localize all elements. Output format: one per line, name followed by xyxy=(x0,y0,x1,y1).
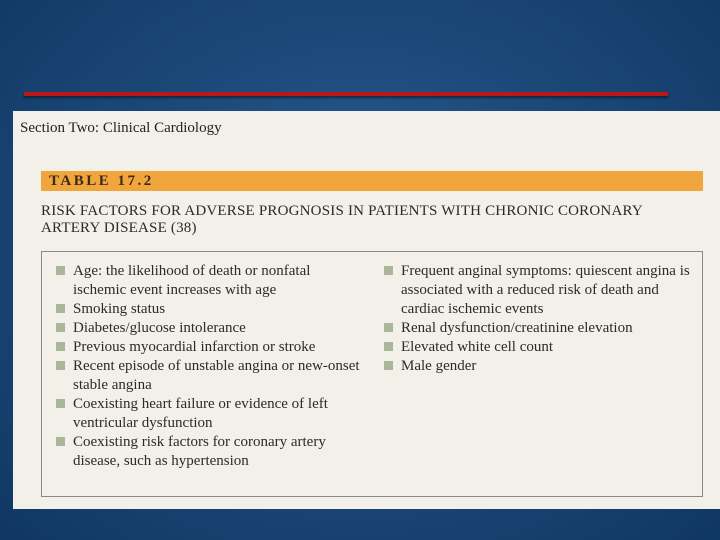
square-bullet-icon xyxy=(56,266,65,275)
risk-factor-text: Diabetes/glucose intolerance xyxy=(73,320,246,336)
risk-factor-text: Male gender xyxy=(401,358,477,374)
risk-factor-list-left xyxy=(56,262,361,471)
risk-factor-text: Frequent anginal symptoms: quiescent angina is associated with a reduced risk of death and cardiac ischemic events xyxy=(401,263,690,317)
risk-factor-item xyxy=(56,357,361,395)
square-bullet-icon xyxy=(384,342,393,351)
risk-factor-text: Recent episode of unstable angina or new-onset stable angina xyxy=(73,358,360,393)
risk-factor-text: Age: the likelihood of death or nonfatal ischemic event increases with age xyxy=(73,263,311,298)
risk-factor-item xyxy=(384,338,700,357)
risk-factor-item xyxy=(56,338,361,357)
square-bullet-icon xyxy=(56,361,65,370)
risk-factor-item xyxy=(56,395,361,433)
risk-factor-text: Renal dysfunction/creatinine elevation xyxy=(401,320,633,336)
risk-factor-item xyxy=(56,262,361,300)
risk-factor-item xyxy=(56,300,361,319)
square-bullet-icon xyxy=(56,304,65,313)
square-bullet-icon xyxy=(384,323,393,332)
table-number: TABLE 17.2 xyxy=(49,173,154,189)
risk-factor-text: Elevated white cell count xyxy=(401,339,554,355)
square-bullet-icon xyxy=(56,323,65,332)
risk-factor-item xyxy=(384,319,700,338)
risk-factor-text: Previous myocardial infarction or stroke xyxy=(73,339,316,355)
book-page-scan xyxy=(13,111,720,509)
square-bullet-icon xyxy=(56,399,65,408)
risk-factor-item xyxy=(384,262,700,319)
title-underline xyxy=(24,92,668,96)
risk-factor-item xyxy=(56,433,361,471)
risk-factor-item xyxy=(56,319,361,338)
table-caption: RISK FACTORS FOR ADVERSE PROGNOSIS IN PATIENTS WITH CHRONIC CORONARY ARTERY DISEASE (38) xyxy=(41,203,643,236)
risk-factor-list-right xyxy=(384,262,700,376)
risk-factor-item xyxy=(384,357,700,376)
risk-factor-text: Smoking status xyxy=(73,301,166,317)
square-bullet-icon xyxy=(384,266,393,275)
risk-factor-text: Coexisting risk factors for coronary artery disease, such as hypertension xyxy=(73,434,326,469)
risk-factor-list-box xyxy=(41,251,703,497)
square-bullet-icon xyxy=(384,361,393,370)
square-bullet-icon xyxy=(56,437,65,446)
square-bullet-icon xyxy=(56,342,65,351)
section-title: Section Two: Clinical Cardiology xyxy=(20,120,222,136)
risk-factor-text: Coexisting heart failure or evidence of left ventricular dysfunction xyxy=(73,396,328,431)
